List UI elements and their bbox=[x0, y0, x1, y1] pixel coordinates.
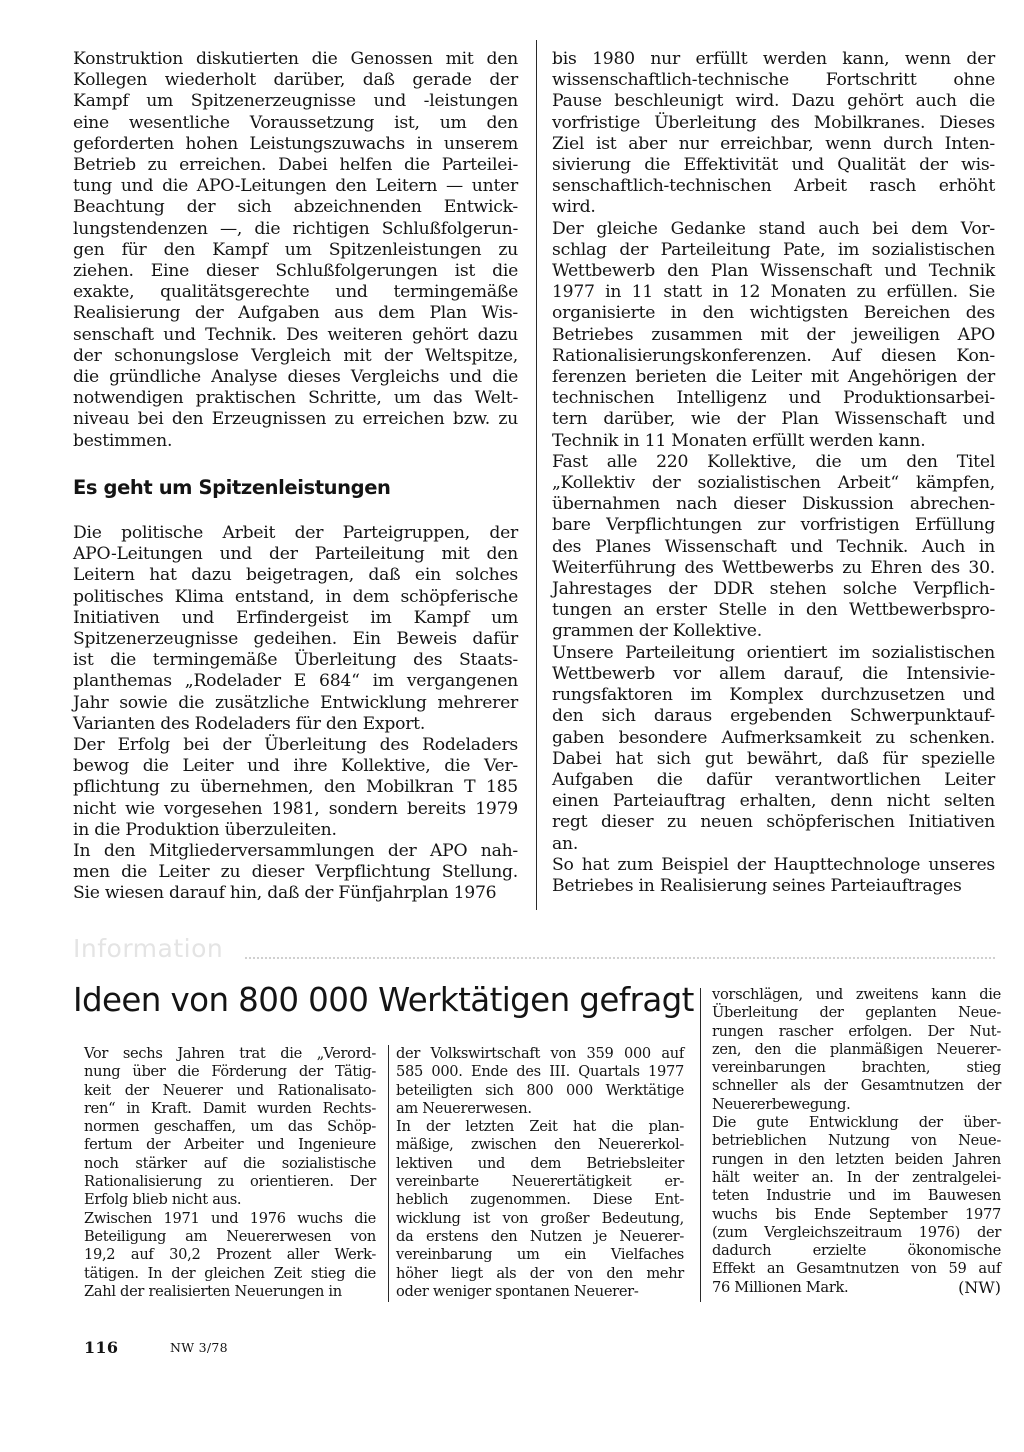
article-line: Fast alle 220 Kollektive, die um den Titel bbox=[552, 451, 995, 472]
info-column-1 bbox=[84, 1045, 376, 1301]
article-line: Beachtung der sich abzeichnenden Entwick- bbox=[73, 197, 518, 218]
info-line: Neuererbewegung. bbox=[712, 1095, 851, 1113]
subheading: Es geht um Spitzenleistungen bbox=[73, 476, 391, 499]
article-line: planthemas „Rodelader E 684“ im vergangenen bbox=[73, 671, 518, 692]
info-line: zen, den die planmäßigen Neuerer- bbox=[712, 1040, 1001, 1058]
article-line: Der gleiche Gedanke stand auch bei dem Vor- bbox=[552, 218, 995, 239]
info-line: vereinbarungen brachten, stieg bbox=[712, 1059, 1001, 1077]
info-line: Zwischen 1971 und 1976 wuchs die bbox=[84, 1209, 376, 1227]
info-line: fertum der Arbeiter und Ingenieure bbox=[84, 1136, 376, 1154]
article-line: sivierung die Effektivität und Qualität der wis- bbox=[552, 155, 995, 176]
article-line: Initiativen und Erfindergeist im Kampf um bbox=[73, 607, 518, 628]
article-line: Leitern hat dazu beigetragen, daß ein solches bbox=[73, 565, 518, 586]
info-line: 585 000. Ende des III. Quartals 1977 bbox=[396, 1063, 684, 1081]
info-signature: (NW) bbox=[958, 1278, 1001, 1298]
article-line: Wettbewerb den Plan Wissenschaft und Technik bbox=[552, 261, 995, 282]
article-line: eine wesentliche Voraussetzung ist, um den bbox=[73, 112, 518, 133]
info-line: Beteiligung am Neuererwesen von bbox=[84, 1227, 376, 1245]
info-line: (zum Vergleichszeitraum 1976) der bbox=[712, 1223, 1001, 1241]
info-line: ren“ in Kraft. Damit wurden Rechts- bbox=[84, 1099, 376, 1117]
article-line: Jahr sowie die zusätzliche Entwicklung mehrerer bbox=[73, 692, 518, 713]
article-line: Betrieb zu erreichen. Dabei helfen die Parteilei- bbox=[73, 155, 518, 176]
info-column-divider bbox=[388, 1045, 389, 1302]
info-box-headline: Ideen von 800 000 Werktätigen gefragt bbox=[73, 981, 694, 1019]
article-line: So hat zum Beispiel der Haupttechnologe unseres bbox=[552, 854, 995, 875]
info-line: Rationalisierung zu orientieren. Der bbox=[84, 1173, 376, 1191]
info-line: nung über die Förderung der Tätig- bbox=[84, 1063, 376, 1081]
article-line: „Kollektiv der sozialistischen Arbeit“ kämpfen, bbox=[552, 473, 995, 494]
article-line: gaben besondere Aufmerksamkeit zu schenken. bbox=[552, 727, 995, 748]
article-line: Konstruktion diskutierten die Genossen mit den bbox=[73, 49, 518, 69]
article-line: tungen an erster Stelle in den Wettbewerbspro- bbox=[552, 600, 995, 621]
info-line: vorschlägen, und zweitens kann die bbox=[712, 986, 1001, 1003]
article-line: rungsfaktoren im Komplex durchzusetzen und bbox=[552, 685, 995, 706]
info-line: In der letzten Zeit hat die plan- bbox=[396, 1118, 684, 1136]
info-line: Die gute Entwicklung der über- bbox=[712, 1114, 1001, 1132]
article-line: APO-Leitungen und der Parteileitung mit den bbox=[73, 544, 518, 565]
article-line: tern darüber, wie der Plan Wissenschaft und bbox=[552, 409, 995, 430]
right-column bbox=[552, 49, 995, 897]
article-line: grammen der Kollektive. bbox=[552, 621, 762, 642]
info-line: dadurch erzielte ökonomische bbox=[712, 1242, 1001, 1260]
info-line: teten Industrie und im Bauwesen bbox=[712, 1187, 1001, 1205]
article-line: notwendigen praktischen Schritte, um das Welt- bbox=[73, 388, 518, 409]
article-line: pflichtung zu übernehmen, den Mobilkran T 185 bbox=[73, 777, 518, 798]
info-line: lektiven und dem Betriebsleiter bbox=[396, 1154, 684, 1172]
article-line: in die Produktion überzuleiten. bbox=[73, 819, 337, 840]
info-column-3 bbox=[712, 986, 1001, 1297]
info-line: normen geschaffen, um das Schöp- bbox=[84, 1118, 376, 1136]
article-line: Unsere Parteileitung orientiert im sozialistischen bbox=[552, 642, 995, 663]
info-line: vereinbarung um ein Vielfaches bbox=[396, 1246, 684, 1264]
article-line: senschaft und Technik. Des weiteren gehört dazu bbox=[73, 324, 518, 345]
article-line: Betriebes in Realisierung seines Parteiauftrages bbox=[552, 875, 962, 896]
info-line: hält weiter an. In der zentralgelei- bbox=[712, 1168, 1001, 1186]
info-line: der Volkswirtschaft von 359 000 auf bbox=[396, 1045, 684, 1062]
article-line: bis 1980 nur erfüllt werden kann, wenn der bbox=[552, 49, 995, 69]
article-line: Die politische Arbeit der Parteigruppen, der bbox=[73, 523, 518, 543]
article-line: den sich daraus ergebenden Schwerpunktauf- bbox=[552, 706, 995, 727]
article-line: bewog die Leiter und ihre Kollektive, die Ver- bbox=[73, 756, 518, 777]
article-line: Rationalisierungskonferenzen. Auf diesen Kon- bbox=[552, 345, 995, 366]
info-line: oder weniger spontanen Neuerer- bbox=[396, 1282, 639, 1300]
page-number: 116 bbox=[84, 1338, 119, 1357]
article-line: der schonungslose Vergleich mit der Weltspitze, bbox=[73, 345, 518, 366]
info-line: rungen rascher erfolgen. Der Nut- bbox=[712, 1022, 1001, 1040]
article-line: Dabei hat sich gut bewährt, daß für spezielle bbox=[552, 748, 995, 769]
article-line: Kollegen wiederholt darüber, daß gerade der bbox=[73, 70, 518, 91]
info-line: 19,2 auf 30,2 Prozent aller Werk- bbox=[84, 1246, 376, 1264]
info-line: da erstens den Nutzen je Neuerer- bbox=[396, 1227, 684, 1245]
article-line: schlag der Parteileitung Pate, im sozialistischen bbox=[552, 239, 995, 260]
article-line: Betriebes zusammen mit der jeweiligen APO bbox=[552, 324, 995, 345]
article-line: Jahrestages der DDR stehen solche Verpflich- bbox=[552, 579, 995, 600]
info-line: keit der Neuerer und Rationalisato- bbox=[84, 1081, 376, 1099]
article-line: bare Verpflichtungen zur vorfristigen Erfüllung bbox=[552, 515, 995, 536]
article-line: gen für den Kampf um Spitzenleistungen zu bbox=[73, 239, 518, 260]
article-line: Kampf um Spitzenerzeugnisse und -leistungen bbox=[73, 91, 518, 112]
info-line: Zahl der realisierten Neuerungen in bbox=[84, 1282, 342, 1300]
info-line: Erfolg blieb nicht aus. bbox=[84, 1191, 242, 1209]
article-line: organisierte in den wichtigsten Bereichen des bbox=[552, 303, 995, 324]
article-line: In den Mitgliederversammlungen der APO nah- bbox=[73, 841, 518, 862]
article-line: Sie wiesen darauf hin, daß der Fünfjahrplan 1976 bbox=[73, 883, 497, 904]
info-line: Effekt an Gesamtnutzen von 59 auf bbox=[712, 1260, 1001, 1278]
issue-label: NW 3/78 bbox=[170, 1340, 228, 1355]
article-line: men die Leiter zu dieser Verpflichtung Stellung. bbox=[73, 862, 518, 883]
article-line: Ziel ist aber nur erreichbar, wenn durch Inten- bbox=[552, 133, 995, 154]
info-column-divider bbox=[700, 988, 701, 1302]
article-line: Pause beschleunigt wird. Dazu gehört auch die bbox=[552, 91, 995, 112]
article-line: übernahmen nach dieser Diskussion abrechen- bbox=[552, 494, 995, 515]
info-line: wicklung ist von großer Bedeutung, bbox=[396, 1209, 684, 1227]
info-line: beteiligten sich 800 000 Werktätige bbox=[396, 1081, 684, 1099]
article-line: wird. bbox=[552, 197, 596, 218]
article-line: ferenzen berieten die Leiter mit Angehörigen der bbox=[552, 367, 995, 388]
info-line: 76 Millionen Mark. bbox=[712, 1278, 849, 1296]
info-box-label: Information bbox=[73, 934, 224, 963]
article-line: die gründliche Analyse dieses Vergleichs und die bbox=[73, 367, 518, 388]
article-line: an. bbox=[552, 833, 579, 854]
article-line: bestimmen. bbox=[73, 430, 173, 451]
article-line: nicht wie vorgesehen 1981, sondern bereits 1979 bbox=[73, 798, 518, 819]
article-line: einen Parteiauftrag erhalten, denn nicht selten bbox=[552, 791, 995, 812]
info-line: Überleitung der geplanten Neue- bbox=[712, 1004, 1001, 1022]
article-line: regt dieser zu neuen schöpferischen Initiativen bbox=[552, 812, 995, 833]
article-line: Realisierung der Aufgaben aus dem Plan Wis- bbox=[73, 303, 518, 324]
article-line: geforderten hohen Leistungszuwachs in unserem bbox=[73, 133, 518, 154]
info-line: tätigen. In der gleichen Zeit stieg die bbox=[84, 1264, 376, 1282]
info-line: schneller als der Gesamtnutzen der bbox=[712, 1077, 1001, 1095]
info-line: vereinbarte Neuerertätigkeit er- bbox=[396, 1173, 684, 1191]
info-column-2 bbox=[396, 1045, 684, 1301]
article-line: senschaftlich-technischen Arbeit rasch erhöht bbox=[552, 176, 995, 197]
article-line: Aufgaben die dafür verantwortlichen Leiter bbox=[552, 769, 995, 790]
article-line: Varianten des Rodeladers für den Export. bbox=[73, 713, 426, 734]
info-line: mäßige, zwischen den Neuererkol- bbox=[396, 1136, 684, 1154]
info-box-divider bbox=[245, 957, 995, 959]
article-line: Weiterführung des Wettbewerbs zu Ehren des 30. bbox=[552, 557, 995, 578]
article-line: des Planes Wissenschaft und Technik. Auch in bbox=[552, 536, 995, 557]
column-divider bbox=[536, 40, 537, 910]
info-line: höher liegt als der von den mehr bbox=[396, 1264, 684, 1282]
article-line: wissenschaftlich-technische Fortschritt ohne bbox=[552, 70, 995, 91]
article-line: exakte, qualitätsgerechte und termingemäße bbox=[73, 282, 518, 303]
article-line: tung und die APO-Leitungen den Leitern — unter bbox=[73, 176, 518, 197]
article-line: vorfristige Überleitung des Mobilkranes. Dieses bbox=[552, 112, 995, 133]
article-line: 1977 in 11 statt in 12 Monaten zu erfüllen. Sie bbox=[552, 282, 995, 303]
info-line: am Neuererwesen. bbox=[396, 1099, 532, 1117]
article-line: politisches Klima entstand, in dem schöpferische bbox=[73, 586, 518, 607]
left-column-bottom bbox=[73, 523, 518, 905]
article-line: Technik in 11 Monaten erfüllt werden kann. bbox=[552, 430, 926, 451]
info-line: betrieblichen Nutzung von Neue- bbox=[712, 1132, 1001, 1150]
article-line: niveau bei den Erzeugnissen zu erreichen bzw. zu bbox=[73, 409, 518, 430]
article-line: lungstendenzen —, die richtigen Schlußfolgerun- bbox=[73, 218, 518, 239]
article-line: ziehen. Eine dieser Schlußfolgerungen ist die bbox=[73, 261, 518, 282]
article-line: Wettbewerb vor allem darauf, die Intensivie- bbox=[552, 663, 995, 684]
info-line: heblich zugenommen. Diese Ent- bbox=[396, 1191, 684, 1209]
article-line: technischen Intelligenz und Produktionsarbei- bbox=[552, 388, 995, 409]
article-line: Der Erfolg bei der Überleitung des Rodeladers bbox=[73, 735, 518, 756]
article-line: ist die termingemäße Überleitung des Staats- bbox=[73, 650, 518, 671]
info-line: noch stärker auf die sozialistische bbox=[84, 1154, 376, 1172]
left-column-top bbox=[73, 49, 518, 452]
info-line: Vor sechs Jahren trat die „Verord- bbox=[84, 1045, 376, 1062]
article-line: Spitzenerzeugnisse gedeihen. Ein Beweis dafür bbox=[73, 629, 518, 650]
info-line: wuchs bis Ende September 1977 bbox=[712, 1205, 1001, 1223]
info-line: rungen in den letzten beiden Jahren bbox=[712, 1150, 1001, 1168]
